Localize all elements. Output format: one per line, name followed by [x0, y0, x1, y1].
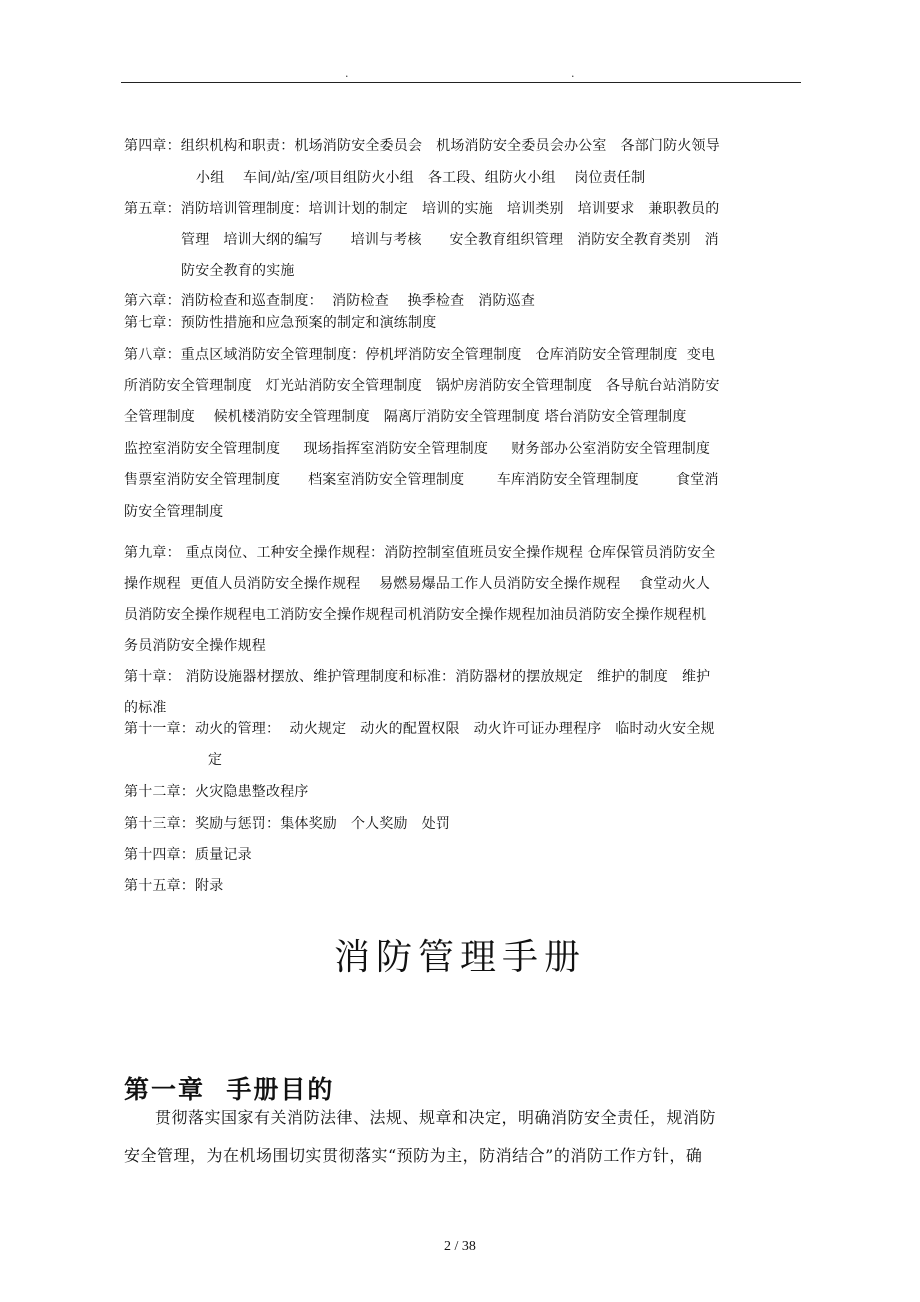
toc-entry-chapter-8: 第八章：重点区域消防安全管理制度：停机坪消防安全管理制度 仓库消防安全管理制度 变电 — [124, 347, 716, 363]
toc-entry-continuation: 操作规程 更值人员消防安全操作规程 易燃易爆品工作人员消防安全操作规程 食堂动火人 — [124, 576, 711, 592]
toc-entry-chapter-6: 第六章：消防检查和巡查制度： 消防检查 换季检查 消防巡查 — [124, 293, 536, 309]
toc-entry-chapter-9: 第九章： 重点岗位、工种安全操作规程：消防控制室值班员安全操作规程 仓库保管员消防安全 — [124, 545, 716, 561]
document-title: 消防管理手册 — [333, 937, 586, 979]
toc-entry-continuation: 防安全教育的实施 — [181, 263, 295, 279]
toc-entry-chapter-12: 第十二章：火灾隐患整改程序 — [124, 784, 309, 800]
toc-entry-continuation: 监控室消防安全管理制度 现场指挥室消防安全管理制度 财务部办公室消防安全管理制度 — [124, 441, 711, 457]
toc-entry-chapter-5: 第五章：消防培训管理制度：培训计划的制定 培训的实施 培训类别 培训要求 兼职教员的 — [124, 201, 720, 217]
toc-entry-continuation: 务员消防安全操作规程 — [124, 638, 266, 654]
toc-entry-continuation: 售票室消防安全管理制度 档案室消防安全管理制度 车库消防安全管理制度 食堂消 — [124, 472, 719, 488]
toc-entry-continuation: 全管理制度 候机楼消防安全管理制度 隔离厅消防安全管理制度 塔台消防安全管理制度 — [124, 409, 687, 425]
toc-entry-continuation: 小组 车间/站/室/项目组防火小组 各工段、组防火小组 岗位责任制 — [196, 170, 646, 186]
toc-entry-continuation: 管理 培训大纲的编写 培训与考核 安全教育组织管理 消防安全教育类别 消 — [181, 232, 719, 248]
header-dot: . — [571, 67, 575, 80]
header-rule — [121, 82, 801, 83]
toc-entry-chapter-14: 第十四章：质量记录 — [124, 847, 252, 863]
header-dot: . — [345, 67, 349, 80]
toc-entry-continuation: 员消防安全操作规程电工消防安全操作规程司机消防安全操作规程加油员消防安全操作规程机 — [124, 607, 707, 623]
toc-entry-chapter-11: 第十一章：动火的管理： 动火规定 动火的配置权限 动火许可证办理程序 临时动火安全规 — [124, 721, 715, 737]
paragraph-line: 贯彻落实国家有关消防法律、法规、规章和决定，明确消防安全责任，规消防 — [155, 1108, 717, 1127]
chapter-heading: 第一章 手册目的 — [124, 1074, 335, 1104]
toc-entry-continuation: 定 — [208, 752, 223, 768]
toc-entry-chapter-4: 第四章：组织机构和职责：机场消防安全委员会 机场消防安全委员会办公室 各部门防火领导 — [124, 138, 720, 154]
toc-entry-continuation: 的标准 — [124, 700, 167, 716]
toc-entry-chapter-7: 第七章：预防性措施和应急预案的制定和演练制度 — [124, 315, 437, 331]
toc-entry-continuation: 所消防安全管理制度 灯光站消防安全管理制度 锅炉房消防安全管理制度 各导航台站消防安 — [124, 378, 720, 394]
toc-entry-chapter-10: 第十章： 消防设施器材摆放、维护管理制度和标准：消防器材的摆放规定 维护的制度 维护 — [124, 669, 711, 685]
toc-entry-continuation: 防安全管理制度 — [124, 504, 224, 520]
page-number: 2 / 38 — [444, 1239, 476, 1254]
toc-entry-chapter-13: 第十三章：奖励与惩罚：集体奖励 个人奖励 处罚 — [124, 816, 451, 832]
paragraph-line: 安全管理，为在机场围切实贯彻落实“预防为主，防消结合”的消防工作方针，确 — [124, 1146, 703, 1165]
toc-entry-chapter-15: 第十五章：附录 — [124, 878, 224, 894]
